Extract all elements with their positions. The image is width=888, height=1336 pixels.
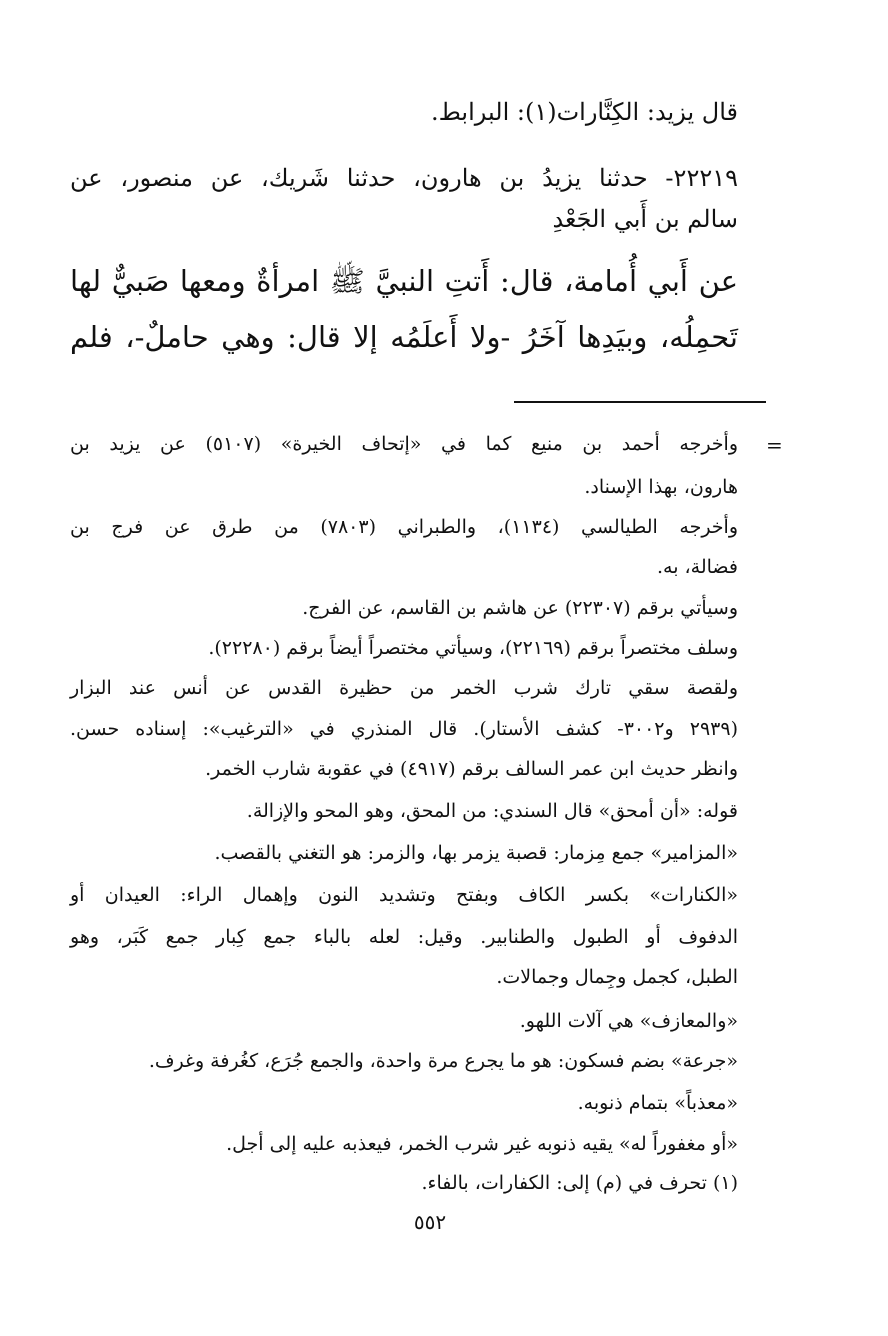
continuation-marker: =	[766, 433, 783, 457]
footnote-line-9: وانظر حديث ابن عمر السالف برقم (٤٩١٧) في عقوبة شارب الخمر.	[205, 758, 738, 780]
main-text-line-1: قال يزيد: الكِنَّارات(١): البرابط.	[431, 98, 738, 126]
footnote-line-19: (١) تحرف في (م) إلى: الكفارات، بالفاء.	[421, 1172, 738, 1194]
footnote-line-10: قوله: «أن أمحق» قال السندي: من المحق، وهو المحو والإزالة.	[246, 800, 738, 822]
main-text-line-3: سالم بن أَبي الجَعْدِ	[552, 205, 738, 233]
main-text-line-4: عن أَبي أُمامة، قال: أَتتِ النبيَّ ﷺ امرأةٌ ومعها صَبيٌّ لها	[70, 264, 738, 298]
footnote-line-12: «الكنارات» بكسر الكاف وبفتح وتشديد النون وإهمال الراء: العيدان أو	[70, 884, 738, 906]
main-text-line-5: تَحمِلُه، وبيَدِها آخَرُ -ولا أَعلَمُه إلا قال: وهي حاملٌ-، فلم	[70, 320, 738, 354]
page-number: ٥٥٢	[413, 1210, 447, 1234]
footnote-line-11: «المزامير» جمع مِزمار: قصبة يزمر بها، والزمر: هو التغني بالقصب.	[214, 842, 738, 864]
footnote-line-2: هارون، بهذا الإسناد.	[584, 476, 738, 498]
footnote-line-7: ولقصة سقي تارك شرب الخمر من حظيرة القدس عن أنس عند البزار	[70, 677, 738, 699]
footnote-line-3: وأخرجه الطيالسي (١١٣٤)، والطبراني (٧٨٠٣) من طرق عن فرج بن	[70, 516, 738, 538]
footnote-divider	[514, 401, 766, 403]
footnote-line-13: الدفوف أو الطبول والطنابير. وقيل: لعله بالباء جمع كِبار جمع كَبَر، وهو	[70, 926, 738, 948]
footnote-line-4: فضالة، به.	[656, 556, 738, 578]
footnote-line-18: «أو مغفوراً له» يقيه ذنوبه غير شرب الخمر، فيعذبه عليه إلى أجل.	[226, 1133, 738, 1155]
footnote-line-6: وسلف مختصراً برقم (٢٢١٦٩)، وسيأتي مختصراً أيضاً برقم (٢٢٢٨٠).	[208, 637, 738, 659]
footnote-line-17: «معذباً» بتمام ذنوبه.	[577, 1092, 738, 1114]
footnote-line-16: «جرعة» بضم فسكون: هو ما يجرع مرة واحدة، والجمع جُرَع، كغُرفة وغرف.	[148, 1050, 738, 1072]
footnote-line-5: وسيأتي برقم (٢٢٣٠٧) عن هاشم بن القاسم، عن الفرج.	[302, 597, 738, 619]
footnote-line-8: (٢٩٣٩ و٣٠٠٢- كشف الأستار). قال المنذري في «الترغيب»: إسناده حسن.	[70, 718, 738, 740]
footnote-line-14: الطبل، كجمل وجِمال وجمالات.	[496, 966, 738, 988]
main-text-line-2: ٢٢٢١٩- حدثنا يزيدُ بن هارون، حدثنا شَريك، عن منصور، عن	[70, 164, 738, 192]
footnote-line-1: وأخرجه أحمد بن منيع كما في «إتحاف الخيرة» (٥١٠٧) عن يزيد بن	[70, 433, 739, 455]
footnote-line-15: «والمعازف» هي آلات اللهو.	[519, 1010, 738, 1032]
